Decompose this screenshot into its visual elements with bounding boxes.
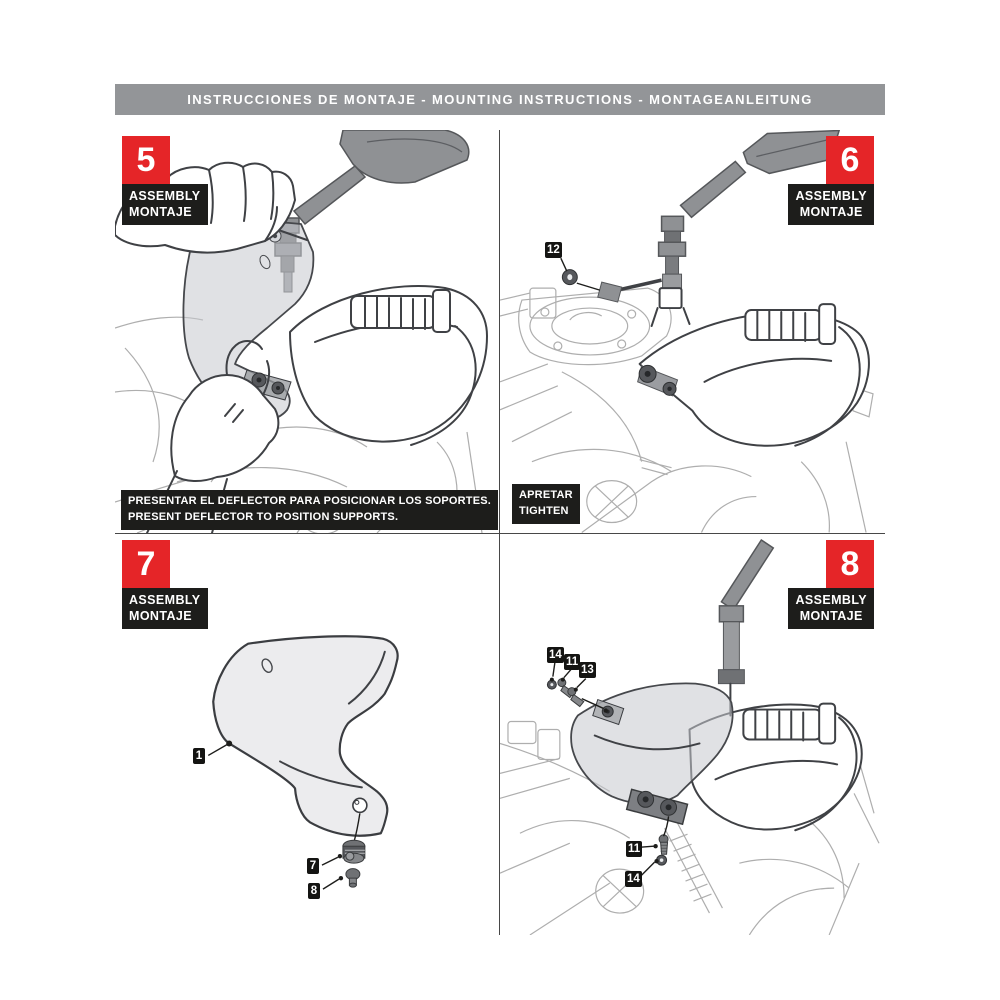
step-badge: [788, 540, 874, 629]
step-panel-5: [115, 130, 500, 534]
callout-14-top: 14: [547, 647, 564, 663]
step5-caption: PRESENTAR EL DEFLECTOR PARA POSICIONAR LOS SOPORTES. PRESENT DEFLECTOR TO POSITION SUPPORTS.: [121, 490, 498, 530]
step-panel-7: [115, 534, 500, 935]
callout-11-bottom: 11: [626, 841, 642, 857]
callout-13: 13: [579, 662, 596, 678]
instructions-title: INSTRUCCIONES DE MONTAJE - MOUNTING INSTRUCTIONS - MONTAGEANLEITUNG: [187, 92, 813, 107]
step-number: 7: [122, 540, 170, 588]
fastener-parts-top: [547, 679, 583, 707]
support-rod: [598, 280, 662, 302]
step-label: ASSEMBLY MONTAJE: [788, 588, 874, 629]
step-label: ASSEMBLY MONTAJE: [122, 588, 208, 629]
step-number: 8: [826, 540, 874, 588]
callout-14-bottom: 14: [625, 871, 642, 887]
step-panel-8: [500, 534, 885, 935]
callout-11-top: 11: [564, 654, 580, 670]
screw-part-8: [346, 869, 360, 887]
handguard: [640, 304, 869, 446]
step6-caption: APRETAR TIGHTEN: [512, 484, 580, 524]
steps-grid: [115, 130, 885, 935]
step-label: ASSEMBLY MONTAJE: [788, 184, 874, 225]
mirror-stem: [718, 540, 773, 716]
callout-1: 1: [193, 748, 205, 764]
handguard: [290, 286, 487, 445]
step-label: ASSEMBLY MONTAJE: [122, 184, 208, 225]
step-number: 5: [122, 136, 170, 184]
step-panel-6: [500, 130, 885, 534]
step-badge: [122, 136, 208, 225]
step-number: 6: [826, 136, 874, 184]
callout-8: 8: [308, 883, 320, 899]
instructions-title-bar: [115, 84, 885, 115]
deflector: [213, 636, 397, 835]
callout-7: 7: [307, 858, 319, 874]
washer-part-12: [562, 270, 577, 285]
callout-12: 12: [545, 242, 562, 258]
step-badge: [122, 540, 208, 629]
step-badge: [788, 136, 874, 225]
